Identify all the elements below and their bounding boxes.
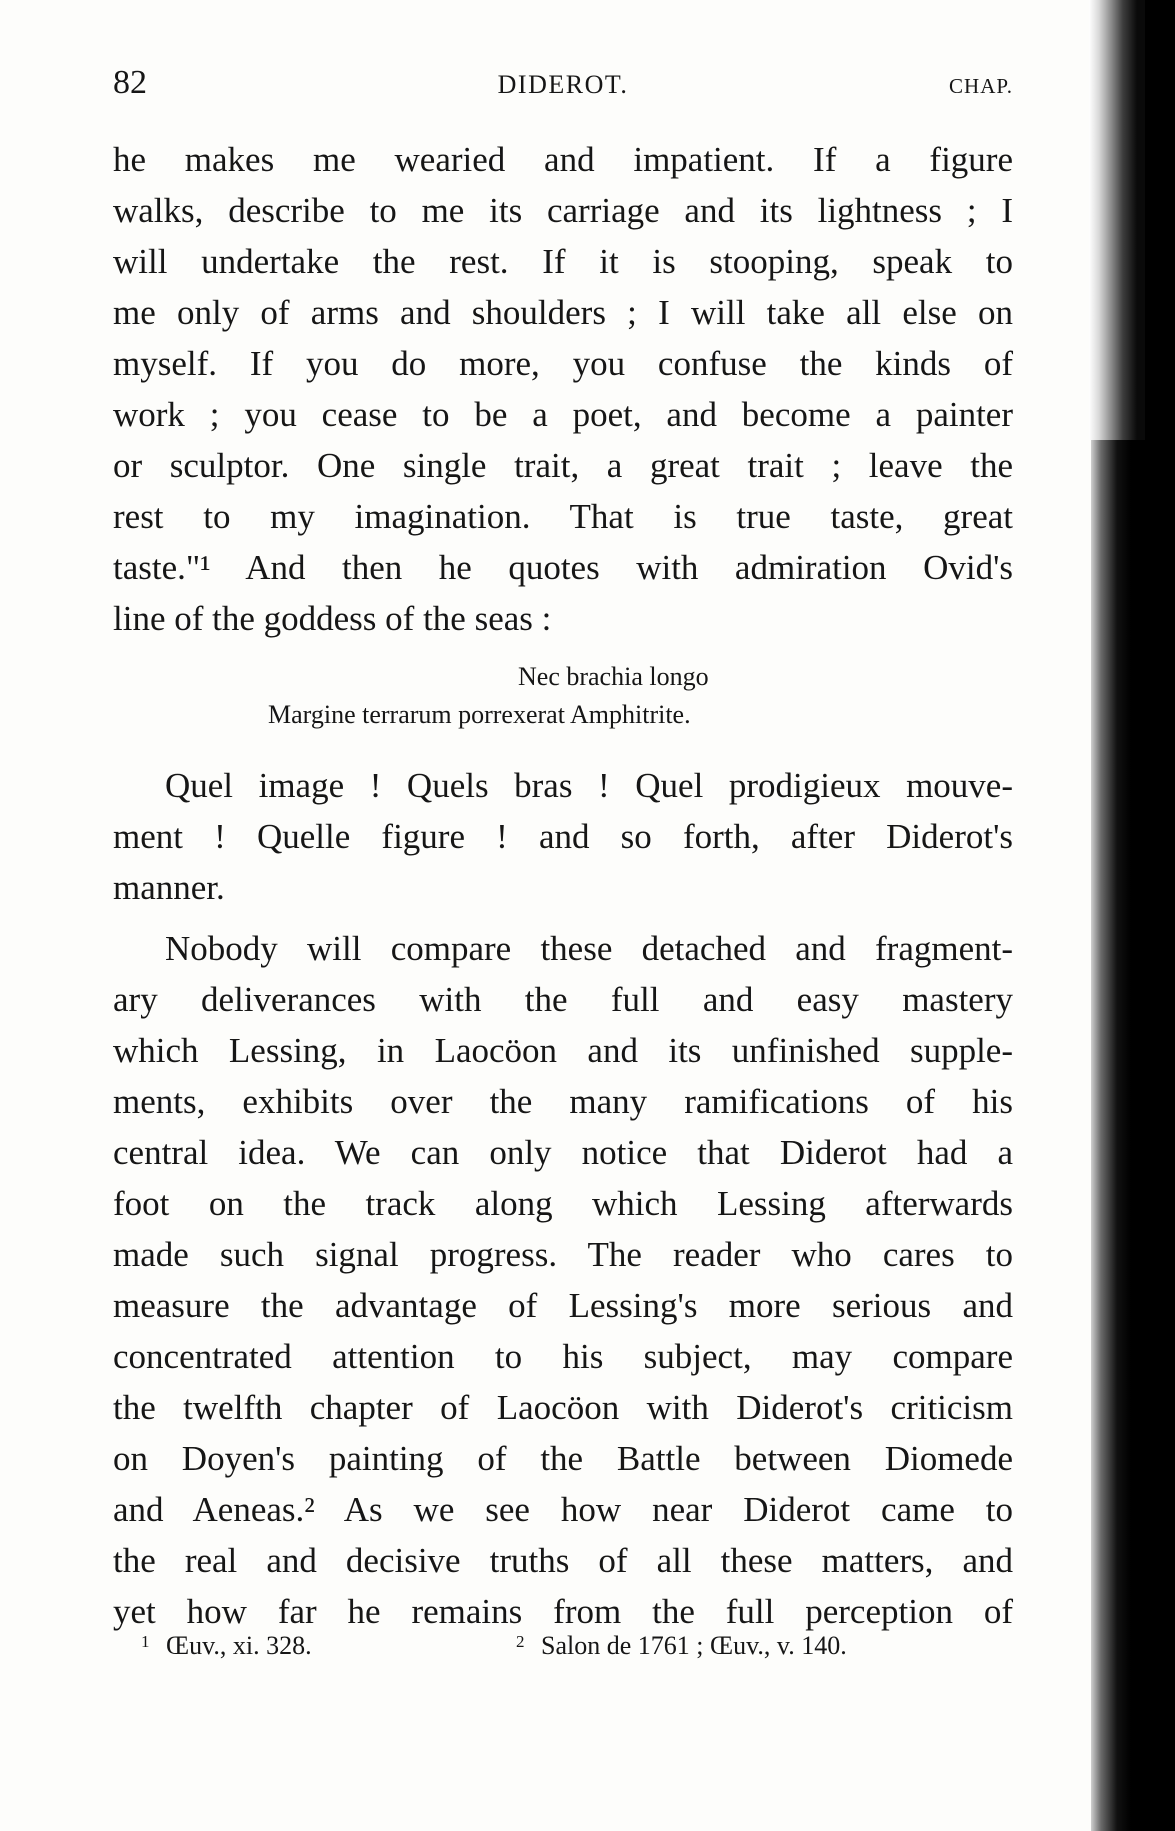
text-line: on Doyen's painting of the Battle between Diomede	[113, 1439, 1013, 1478]
text-line: foot on the track along which Lessing afterwards	[113, 1184, 1013, 1223]
footnote-2	[516, 1626, 847, 1666]
text-line: the real and decisive truths of all these matters, and	[113, 1541, 1013, 1580]
text-line: ments, exhibits over the many ramifications of his	[113, 1082, 1013, 1121]
text-line: made such signal progress. The reader who cares to	[113, 1235, 1013, 1274]
footnote-text: Salon de 1761 ; Œuv., v. 140.	[541, 1631, 847, 1660]
paragraph-gap	[113, 913, 1013, 923]
verse-line: Margine terrarum porrexerat Amphitrite.	[268, 700, 691, 729]
body-text	[113, 134, 1013, 1637]
text-line: Nobody will compare these detached and fragment-	[165, 929, 1013, 968]
footnote-marker: 1	[141, 1632, 150, 1651]
footnote-marker: 2	[516, 1632, 525, 1651]
verse-line: Nec brachia longo	[518, 662, 709, 691]
text-line: or sculptor. One single trait, a great trait ; leave the	[113, 446, 1013, 485]
running-title: DIDEROT.	[497, 70, 629, 99]
text-line: rest to my imagination. That is true taste, great	[113, 497, 1013, 536]
running-header	[113, 64, 1013, 114]
footnotes	[113, 1626, 1013, 1666]
text-line: Quel image ! Quels bras ! Quel prodigieux mouve-	[165, 766, 1013, 805]
text-line: concentrated attention to his subject, may compare	[113, 1337, 1013, 1376]
text-line: line of the goddess of the seas :	[113, 599, 552, 638]
paragraph-2	[113, 760, 1013, 913]
binding-edge-shadow	[1089, 0, 1145, 440]
chapter-label: CHAP.	[949, 74, 1013, 98]
text-line: central idea. We can only notice that Diderot had a	[113, 1133, 1013, 1172]
text-line: taste."¹ And then he quotes with admiration Ovid's	[113, 548, 1013, 587]
text-line: myself. If you do more, you confuse the kinds of	[113, 344, 1013, 383]
paragraph-3	[113, 923, 1013, 1637]
text-line: he makes me wearied and impatient. If a figure	[113, 140, 1013, 179]
text-line: yet how far he remains from the full perception of	[113, 1592, 1013, 1631]
text-line: and Aeneas.² As we see how near Diderot came to	[113, 1490, 1013, 1529]
text-line: the twelfth chapter of Laocöon with Diderot's criticism	[113, 1388, 1013, 1427]
text-line: ary deliverances with the full and easy mastery	[113, 980, 1013, 1019]
paragraph-1	[113, 134, 1013, 644]
verse-quotation	[113, 658, 1013, 734]
footnote-1	[141, 1626, 312, 1666]
text-line: work ; you cease to be a poet, and become a painter	[113, 395, 1013, 434]
text-line: will undertake the rest. If it is stooping, speak to	[113, 242, 1013, 281]
text-line: manner.	[113, 868, 225, 907]
text-line: me only of arms and shoulders ; I will take all else on	[113, 293, 1013, 332]
text-line: measure the advantage of Lessing's more serious and	[113, 1286, 1013, 1325]
text-line: which Lessing, in Laocöon and its unfinished supple-	[113, 1031, 1013, 1070]
text-line: ment ! Quelle figure ! and so forth, after Diderot's	[113, 817, 1013, 856]
text-line: walks, describe to me its carriage and its lightness ; I	[113, 191, 1013, 230]
page-number: 82	[113, 64, 147, 101]
footnote-text: Œuv., xi. 328.	[166, 1631, 312, 1660]
